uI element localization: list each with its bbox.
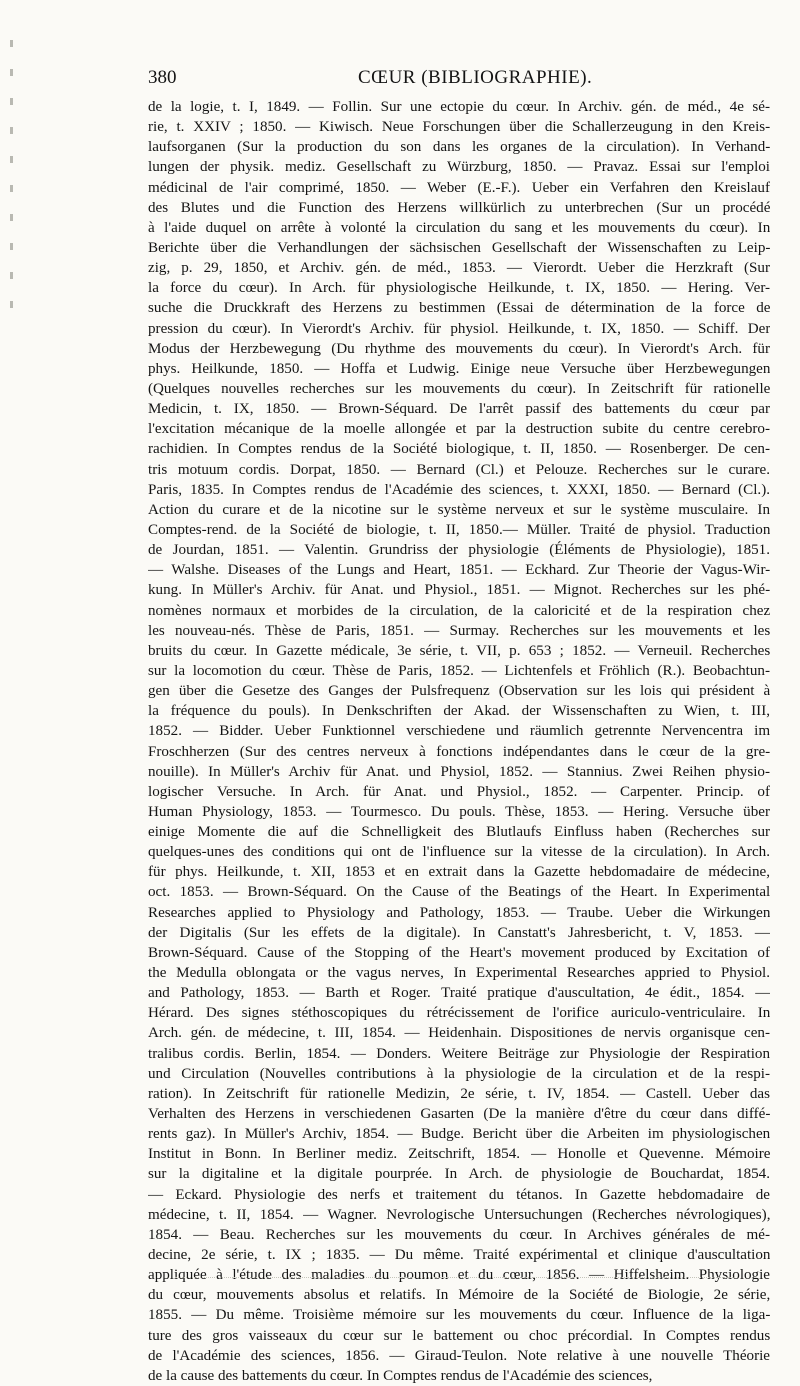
text-line: und Circulation (Nouvelles contributions à la physiologie de la circulation et de la respi- (148, 1065, 770, 1082)
text-line: für phys. Heilkunde, t. XII, 1853 et en extrait dans la Gazette hebdomadaire de médecine, (148, 864, 770, 881)
text-line: Modus der Herzbewegung (Du rhythme des mouvements du cœur). In Vierordt's Arch. für (148, 340, 770, 357)
text-line: sur la digitaline et la digitale pourprée. In Arch. de physiologie de Bouchardat, 1854. (148, 1166, 770, 1183)
text-line: des Blutes und die Function des Herzens willkürlich zu unterbrechen (Sur un procédé (148, 199, 770, 216)
text-line: de Jourdan, 1851. — Valentin. Grundriss der physiologie (Éléments de Physiologie), 1851. (148, 542, 770, 559)
text-line: phys. Heilkunde, 1850. — Hoffa et Ludwig. Einige neue Versuche über Herzbewegungen (148, 360, 770, 377)
text-line: médicinal de l'air comprimé, 1850. — Weber (E.-F.). Ueber ein Verfahren den Kreislauf (148, 179, 770, 196)
text-line: pression du cœur). In Vierordt's Archiv. für physiol. Heilkunde, t. IX, 1850. — Schiff. Der (148, 320, 770, 337)
text-line: zig, p. 29, 1850, et Archiv. gén. de méd., 1853. — Vierordt. Ueber die Herzkraft (Sur (148, 260, 770, 277)
text-line: Verhalten des Herzens in verschiedenen Gasarten (De la manière d'être du cœur dans diffé- (148, 1106, 770, 1123)
text-line: Paris, 1835. In Comptes rendus de l'Académie des sciences, t. XXXI, 1850. — Bernard (Cl.). (148, 481, 770, 498)
text-line: l'excitation mécanique de la moelle allongée et par la destruction subite du centre cerebro- (148, 421, 770, 438)
text-line: — Eckard. Physiologie des nerfs et traitement du tétanos. In Gazette hebdomadaire de (148, 1186, 770, 1203)
text-line: kung. In Müller's Archiv. für Anat. und Physiol., 1851. — Mignot. Recherches sur les phé- (148, 582, 770, 599)
text-line: nouille). In Müller's Archiv für Anat. und Physiol, 1852. — Stannius. Zwei Reihen physio- (148, 763, 770, 780)
text-line: Medicin, t. IX, 1850. — Brown-Séquard. De l'arrêt passif des battements du cœur par (148, 401, 770, 418)
text-line: 1855. — Du même. Troisième mémoire sur les mouvements du cœur. Influence de la liga- (148, 1307, 770, 1324)
text-line: de la cause des battements du cœur. In Comptes rendus de l'Académie des sciences, (148, 1367, 653, 1384)
text-line: the Medulla oblongata or the vagus nerves, In Experimental Researches appried to Physiol. (148, 965, 770, 982)
scan-margin-marks (6, 40, 20, 1270)
text-line: les nouveau-nés. Thèse de Paris, 1851. — Surmay. Recherches sur les mouvements et les (148, 622, 770, 639)
text-line: nomènes normaux et morbides de la circulation, de la caloricité et de la respiration chez (148, 602, 770, 619)
text-line: la fréquence du pouls). In Denkschriften der Akad. der Wissenschaften zu Wien, t. III, (148, 703, 770, 720)
text-line: rie, t. XXIV ; 1850. — Kiwisch. Neue Forschungen über die Schallerzeugung in den Kreis- (148, 119, 770, 136)
text-line: sur la locomotion du cœur. Thèse de Paris, 1852. — Lichtenfels et Fröhlich (R.). Beobachtun- (148, 662, 770, 679)
page-number: 380 (148, 67, 177, 88)
text-line: tris motuum cordis. Dorpat, 1850. — Bernard (Cl.) et Pelouze. Recherches sur le curare. (148, 461, 770, 478)
text-line: la force du cœur). In Arch. für physiologische Heilkunde, t. IX, 1850. — Hering. Ver- (148, 280, 770, 297)
text-line: der Digitalis (Sur les effets de la digitale). In Canstatt's Jahresbericht, t. V, 1853. — (148, 924, 770, 941)
text-line: Froschherzen (Sur des centres nerveux à fonctions indépendantes dans le cœur de la gre- (148, 743, 770, 760)
text-line: 1854. — Beau. Recherches sur les mouvements du cœur. In Archives générales de mé- (148, 1226, 770, 1243)
text-line: decine, 2e série, t. IX ; 1835. — Du même. Traité expérimental et clinique d'auscultation (148, 1247, 770, 1264)
text-line: Brown-Séquard. Cause of the Stopping of the Heart's movement produced by Excitation of (148, 944, 770, 961)
text-line: laufsorganen (Sur la production du son dans les organes de la circulation). In Verhand- (148, 139, 770, 156)
text-line: Comptes-rend. de la Société de biologie, t. II, 1850.— Müller. Traité de physiol. Traduction (148, 521, 770, 538)
text-line: ture des gros vaisseaux du cœur sur le battement ou choc précordial. In Comptes rendus (148, 1327, 770, 1344)
text-line: Arch. gén. de médecine, t. III, 1854. — Heidenhain. Dispositiones de nervis organisque cen- (148, 1025, 770, 1042)
text-line: Researches applied to Physiology and Pathology, 1853. — Traube. Ueber die Wirkungen (148, 904, 770, 921)
bibliography-text (148, 97, 770, 1386)
text-line: appliquée à l'étude des maladies du poumon et du cœur, 1856. — Hiffelsheim. Physiologie (148, 1267, 770, 1284)
text-line: Action du curare et de la nicotine sur le système nerveux et sur le système musculaire. In (148, 501, 770, 518)
text-line: Hérard. Des signes stéthoscopiques du rétrécissement de l'orifice auriculo-ventriculaire. In (148, 1005, 770, 1022)
text-line: Institut in Bonn. In Berliner mediz. Zeitschrift, 1854. — Honolle et Quevenne. Mémoire (148, 1146, 770, 1163)
text-line: médecine, t. II, 1854. — Wagner. Nevrologische Untersuchungen (Recherches névrologiques), (148, 1206, 770, 1223)
text-line: bruits du cœur. In Gazette médicale, 3e série, t. VII, p. 653 ; 1852. — Verneuil. Recherches (148, 642, 770, 659)
text-line: lungen der physik. mediz. Gesellschaft zu Würzburg, 1850. — Pravaz. Essai sur l'emploi (148, 159, 770, 176)
text-line: du cœur, mouvements absolus et relatifs. In Mémoire de la Société de Biologie, 2e série, (148, 1287, 770, 1304)
text-line: — Walshe. Diseases of the Lungs and Heart, 1851. — Eckhard. Zur Theorie der Vagus-Wir- (148, 562, 770, 579)
text-line: tralibus cordis. Berlin, 1854. — Donders. Weitere Beiträge zur Physiologie der Respiration (148, 1045, 770, 1062)
text-line: à l'aide duquel on arrête à volonté la circulation du sang et les mouvements du cœur). In (148, 219, 770, 236)
footer-rule (175, 1277, 735, 1279)
text-line: Human Physiology, 1853. — Tourmesco. Du pouls. Thèse, 1853. — Hering. Versuche über (148, 803, 770, 820)
running-title: CŒUR (BIBLIOGRAPHIE). (358, 67, 593, 88)
text-line: suche die Druckkraft des Herzens zu bestimmen (Essai de détermination de la force de (148, 300, 770, 317)
text-line: ration). In Zeitschrift für rationelle Medizin, 2e série, t. IV, 1854. — Castell. Ueber das (148, 1085, 770, 1102)
text-line: oct. 1853. — Brown-Séquard. On the Cause of the Beatings of the Heart. In Experimental (148, 884, 770, 901)
text-line: de la logie, t. I, 1849. — Follin. Sur une ectopie du cœur. In Archiv. gén. de méd., 4e sé- (148, 99, 770, 115)
text-line: (Quelques nouvelles recherches sur les mouvements du cœur). In Zeitschrift für rationelle (148, 380, 770, 397)
page-header (148, 66, 768, 90)
text-line: 1852. — Bidder. Ueber Funktionnel verschiedene und räumlich getrennte Nervencentra im (148, 723, 770, 740)
text-line: Berichte über die Verhandlungen der sächsischen Gesellschaft der Wissenschaften zu Leip- (148, 239, 770, 256)
text-line: de l'Académie des sciences, 1856. — Giraud-Teulon. Note relative à une nouvelle Théorie (148, 1347, 770, 1364)
text-line: gen über die Gesetze des Ganges der Pulsfrequenz (Observation sur les lois qui président à (148, 683, 770, 700)
text-line: quelques-unes des conditions qui ont de l'influence sur la vitesse de la circulation). In Arch. (148, 844, 770, 861)
text-line: logischer Versuche. In Arch. für Anat. und Physiol., 1852. — Carpenter. Princip. of (148, 783, 770, 800)
text-line: rachidien. In Comptes rendus de la Société biologique, t. II, 1850. — Rosenberger. De cen- (148, 441, 770, 458)
text-line: and Pathology, 1853. — Barth et Roger. Traité pratique d'auscultation, 4e édit., 1854. — (148, 985, 770, 1002)
text-line: einige Momente die auf die Schnelligkeit des Blutlaufs Einfluss haben (Recherches sur (148, 824, 770, 841)
text-line: rents gaz). In Müller's Archiv, 1854. — Budge. Bericht über die Arbeiten im physiologischen (148, 1126, 770, 1143)
